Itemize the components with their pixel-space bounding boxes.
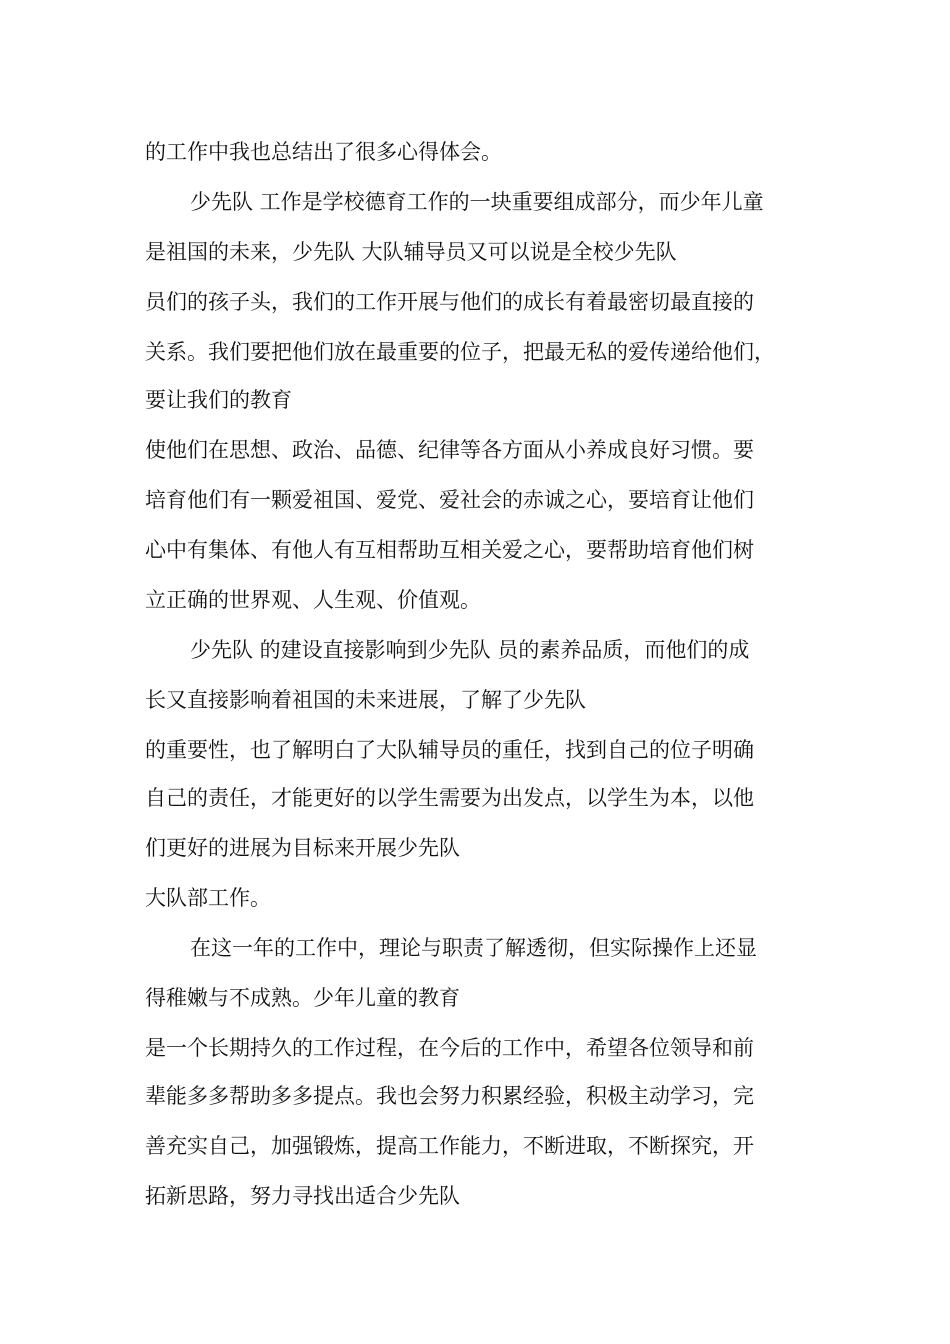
text-line: 少先队 的建设直接影响到少先队 员的素养品质，而他们的成 bbox=[190, 638, 750, 662]
text-line: 是祖国的未来，少先队 大队辅导员又可以说是全校少先队 bbox=[145, 240, 677, 264]
text-line: 员们的孩子头，我们的工作开展与他们的成长有着最密切最直接的 bbox=[145, 290, 754, 314]
text-line: 得稚嫩与不成熟。少年儿童的教育 bbox=[145, 986, 460, 1010]
text-line: 善充实自己，加强锻炼，提高工作能力，不断进取，不断探究，开 bbox=[145, 1134, 754, 1158]
text-line: 辈能多多帮助多多提点。我也会努力积累经验，积极主动学习，完 bbox=[145, 1084, 754, 1108]
text-line: 立正确的世界观、人生观、价值观。 bbox=[145, 588, 481, 612]
text-line: 少先队 工作是学校德育工作的一块重要组成部分，而少年儿童 bbox=[190, 190, 764, 214]
text-line: 自己的责任，才能更好的以学生需要为出发点，以学生为本，以他 bbox=[145, 786, 754, 810]
text-line: 的重要性，也了解明白了大队辅导员的重任，找到自己的位子明确 bbox=[145, 738, 754, 762]
text-line: 长又直接影响着祖国的未来进展，了解了少先队 bbox=[145, 688, 586, 712]
text-line: 在这一年的工作中，理论与职责了解透彻，但实际操作上还显 bbox=[190, 936, 757, 960]
text-line: 大队部工作。 bbox=[145, 886, 271, 910]
text-line: 要让我们的教育 bbox=[145, 388, 292, 412]
text-line: 们更好的进展为目标来开展少先队 bbox=[145, 836, 460, 860]
text-line: 培育他们有一颗爱祖国、爱党、爱社会的赤诚之心，要培育让他们 bbox=[145, 488, 754, 512]
text-line: 的工作中我也总结出了很多心得体会。 bbox=[145, 140, 502, 164]
text-line: 拓新思路，努力寻找出适合少先队 bbox=[145, 1184, 460, 1208]
text-line: 使他们在思想、政治、品德、纪律等各方面从小养成良好习惯。要 bbox=[145, 438, 754, 462]
text-line: 心中有集体、有他人有互相帮助互相关爱之心，要帮助培育他们树 bbox=[145, 538, 754, 562]
text-line: 关系。我们要把他们放在最重要的位子，把最无私的爱传递给他们， bbox=[145, 340, 775, 364]
text-line: 是一个长期持久的工作过程，在今后的工作中，希望各位领导和前 bbox=[145, 1036, 754, 1060]
